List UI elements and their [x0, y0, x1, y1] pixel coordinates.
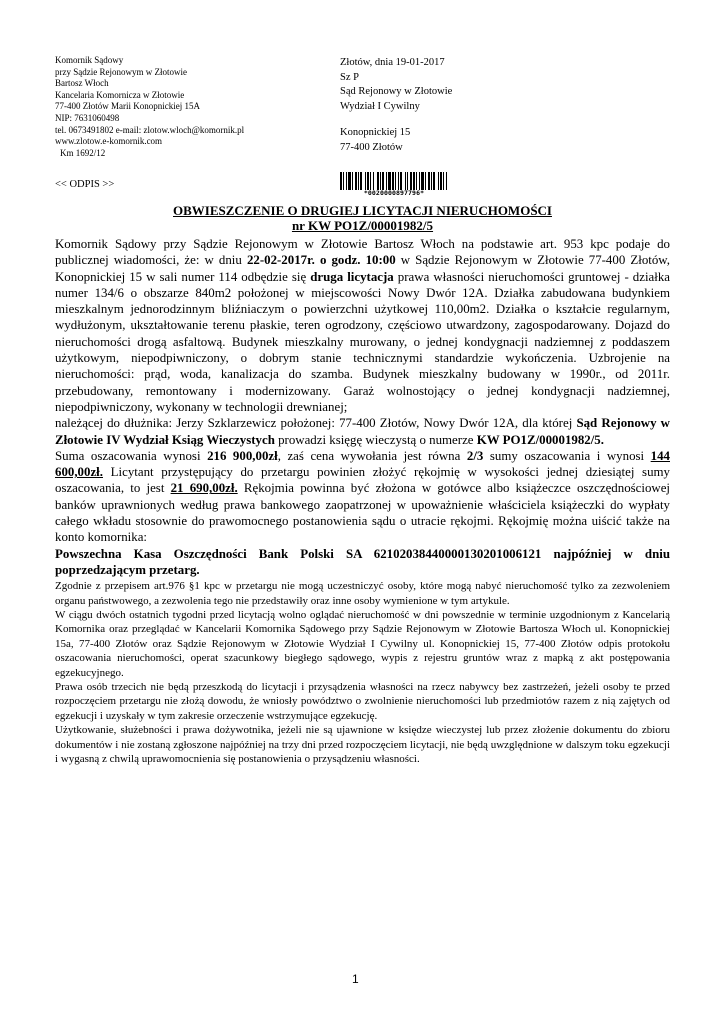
bank-account-paragraph: Powszechna Kasa Oszczędności Bank Polski SA 62102038440000130201006121 najpóźniej w dniu poprzedzającym przetarg.	[55, 546, 670, 577]
recipient-line: Sąd Rejonowy w Złotowie	[340, 86, 453, 98]
barcode-bar	[433, 172, 435, 192]
sender-line: Komornik Sądowy	[55, 55, 124, 65]
barcode-text: *0020000897796*	[340, 190, 448, 197]
text-span: Rękojmia powinna być złożona w gotówce albo książeczce oszczędnościowej banków uprawnionych według prawa bankowego zaopatrzonej w upoważnienie właściciela książeczki do wypłaty całego wkładu stosownie do prawomocnego postanowienia sądu o utracie rękojmi. Rękojmię można uiścić także na konto komornika:	[55, 481, 671, 545]
sender-line: www.zlotow.e-komornik.com	[55, 136, 163, 147]
page-number: 1	[352, 972, 359, 986]
sender-line: tel. 0673491802 e-mail: zlotow.wloch@komornik.pl	[55, 124, 245, 135]
text-span: , zaś cena wywołania jest równa	[277, 448, 467, 463]
text-span: Komornik Sądowy przy Sądzie Rejonowym w Złotowie Bartosz Włoch na podstawie art. 953 kpc podaje do publicznej wiadomości, że: w dniu	[55, 237, 670, 268]
barcode-bar	[355, 172, 357, 192]
sender-line: Kancelaria Komornicza w Złotowie	[55, 89, 185, 100]
recipient-address-line: Konopnickiej 15	[340, 127, 411, 139]
date-line: Złotów, dnia 19-01-2017	[340, 57, 445, 68]
barcode-bar	[343, 172, 344, 192]
valuation-amount: 216 900,00zł	[207, 448, 278, 463]
recipient-line: Wydział I Cywilny	[340, 100, 420, 112]
case-number: Km 1692/12	[60, 147, 106, 158]
starting-price: 144 600,00zł.	[55, 448, 670, 480]
auction-kind: druga licytacja	[310, 269, 394, 284]
text-span: Suma oszacowania wynosi	[55, 448, 208, 463]
barcode-bar	[431, 172, 432, 192]
debtor-paragraph	[55, 415, 670, 448]
barcode-bar	[440, 172, 442, 192]
deposit-amount: 21 690,00zł.	[170, 481, 238, 496]
barcode-bar	[358, 172, 359, 192]
text-span: Licytant przystępujący do przetargu powinien złożyć rękojmię w wysokości jednej dziesiątej sumy oszacowania, to jest	[55, 465, 670, 496]
sender-line: 77-400 Złotów Marii Konopnickiej 15A	[55, 101, 200, 112]
price-fraction: 2/3	[466, 448, 484, 463]
text-span: prowadzi księgę wieczystą o numerze	[274, 432, 477, 447]
sender-line: Bartosz Włoch	[55, 78, 109, 89]
text-span: prawa własności nieruchomości gruntowej - działka numer 134/6 o obszarze 840m2 położonej w miejscowości Nowy Dwór 12A. Działka zabudowana budynkiem mieszkalnym jednorodzinnym bliźniaczym o powierzchni użytkowej 110,00m2. Działka o kształcie regularnym, wydłużonym, ukształtowanie terenu płaskie, teren ogrodzony, częściowo utwardzony, zagospodarowany. Dojazd do nieruchomości drogą asfaltową. Budynek mieszkalny murowany, o jednej kondygnacji nadziemnej z poddaszem użytkowym, niepodpiwniczony, o dobrym stanie technicznymi standardzie wykończenia. Uzbrojenie na nieruchomości: prąd, woda, kanalizacja do szamba. Budynek mieszkalny budowany w 1990r., od 2011r. przebudowany, remontowany i modernizowany. Garaż wolnostojący o jednej kondygnacji nadziemnej, niepodpiwniczony, wykonany w technologii drewnianej;	[55, 269, 671, 414]
document-body	[55, 236, 670, 767]
easements-paragraph: Użytkowanie, służebności i prawa dożywotnika, jeżeli nie są ujawnione w księdze wieczystej lub przez złożenie dokumentu do zbioru dokumentów i nie zostaną zgłoszone najpóźniej na trzy dni przed rozpoczęciem licytacji, nie będą uwzględnione w dalszym toku egzekucji i wygasną z chwilą uprawomocnienia się postanowienia o przysądzeniu własności.	[55, 724, 670, 766]
recipient-address-line: 77-400 Złotów	[340, 141, 403, 153]
sender-line: przy Sądzie Rejonowym w Złotowie	[55, 66, 187, 77]
barcode	[340, 172, 448, 197]
barcode-bar	[438, 172, 439, 192]
text-span: w Sądzie Rejonowym w Złotowie 77-400 Złotów, Konopnickiej 15 w sali numer 114 odbędzie się	[55, 253, 670, 284]
auction-announcement-paragraph	[55, 236, 670, 415]
barcode-bar	[346, 172, 347, 192]
inspection-paragraph: W ciągu dwóch ostatnich tygodni przed licytacją wolno oglądać nieruchomość w dni powszednie w terminie uzgodnionym z Kancelarią Komornika oraz przeglądać w Kancelarii Komornika Sądowego przy Sądzie Rejonowym w Złotowie Bartosza Włoch ul. Konopnickiej 15a, 77-400 Złotów oraz Sądzie Rejonowym w Złotowie Wydział I Cywilny ul. Konopnickiej 15, 77-400 Złotów odpis protokołu oszacowania nieruchomości, operat szacunkowy biegłego sądowego, wypis z rejestru gruntów wraz z mapką z akt postępowania egzekucyjnego.	[55, 609, 670, 679]
barcode-bar	[428, 172, 430, 192]
barcode-bar	[360, 172, 362, 192]
sender-line: NIP: 7631060498	[55, 112, 120, 123]
land-registry-number: KW PO1Z/00001982/5.	[476, 432, 604, 447]
title-line-2: nr KW PO1Z/00001982/5	[291, 218, 434, 233]
land-registry-court: Sąd Rejonowy w Złotowie IV Wydział Ksiąg Wieczystych	[55, 416, 670, 447]
sender-block	[55, 55, 295, 159]
title-line-1: OBWIESZCZENIE O DRUGIEJ LICYTACJI NIERUCHOMOŚCI	[173, 203, 552, 218]
text-span: sumy oszacowania i wynosi	[483, 448, 651, 463]
third-party-rights-paragraph: Prawa osób trzecich nie będą przeszkodą do licytacji i przysądzenia własności na rzecz nabywcy bez zastrzeżeń, jeżeli osoby te przed rozpoczęciem przetargu nie złożą dowodu, że wniosły powództwo o zwolnienie nieruchomości lub przedmiotów razem z nią zajętych od egzekucji i uzyskały w tym zakresie orzeczenie wstrzymujące egzekucję.	[55, 681, 670, 722]
barcode-bar	[352, 172, 353, 192]
document-title	[40, 203, 685, 233]
auction-date: 22-02-2017r. o godz. 10:00	[246, 253, 396, 268]
copy-mark: << ODPIS >>	[55, 179, 115, 190]
participants-paragraph: Zgodnie z przepisem art.976 §1 kpc w przetargu nie mogą uczestniczyć osoby, które mogą nabyć nieruchomość tylko za zezwoleniem organu państwowego, a zezwolenia tego nie przedstawiły oraz inne osoby wymienione w tym artykule.	[55, 580, 670, 607]
text-span: należącej do dłużnika: Jerzy Szklarzewicz położonej: 77-400 Złotów, Nowy Dwór 12A, dla której	[55, 416, 577, 431]
barcode-bar	[446, 172, 447, 192]
barcode-bar	[348, 172, 351, 192]
barcode-bar	[340, 172, 342, 192]
barcode-bar	[425, 172, 426, 192]
barcode-bar	[443, 172, 444, 192]
recipient-block	[340, 56, 540, 156]
valuation-paragraph	[55, 448, 670, 546]
recipient-line: Sz P	[340, 71, 359, 83]
